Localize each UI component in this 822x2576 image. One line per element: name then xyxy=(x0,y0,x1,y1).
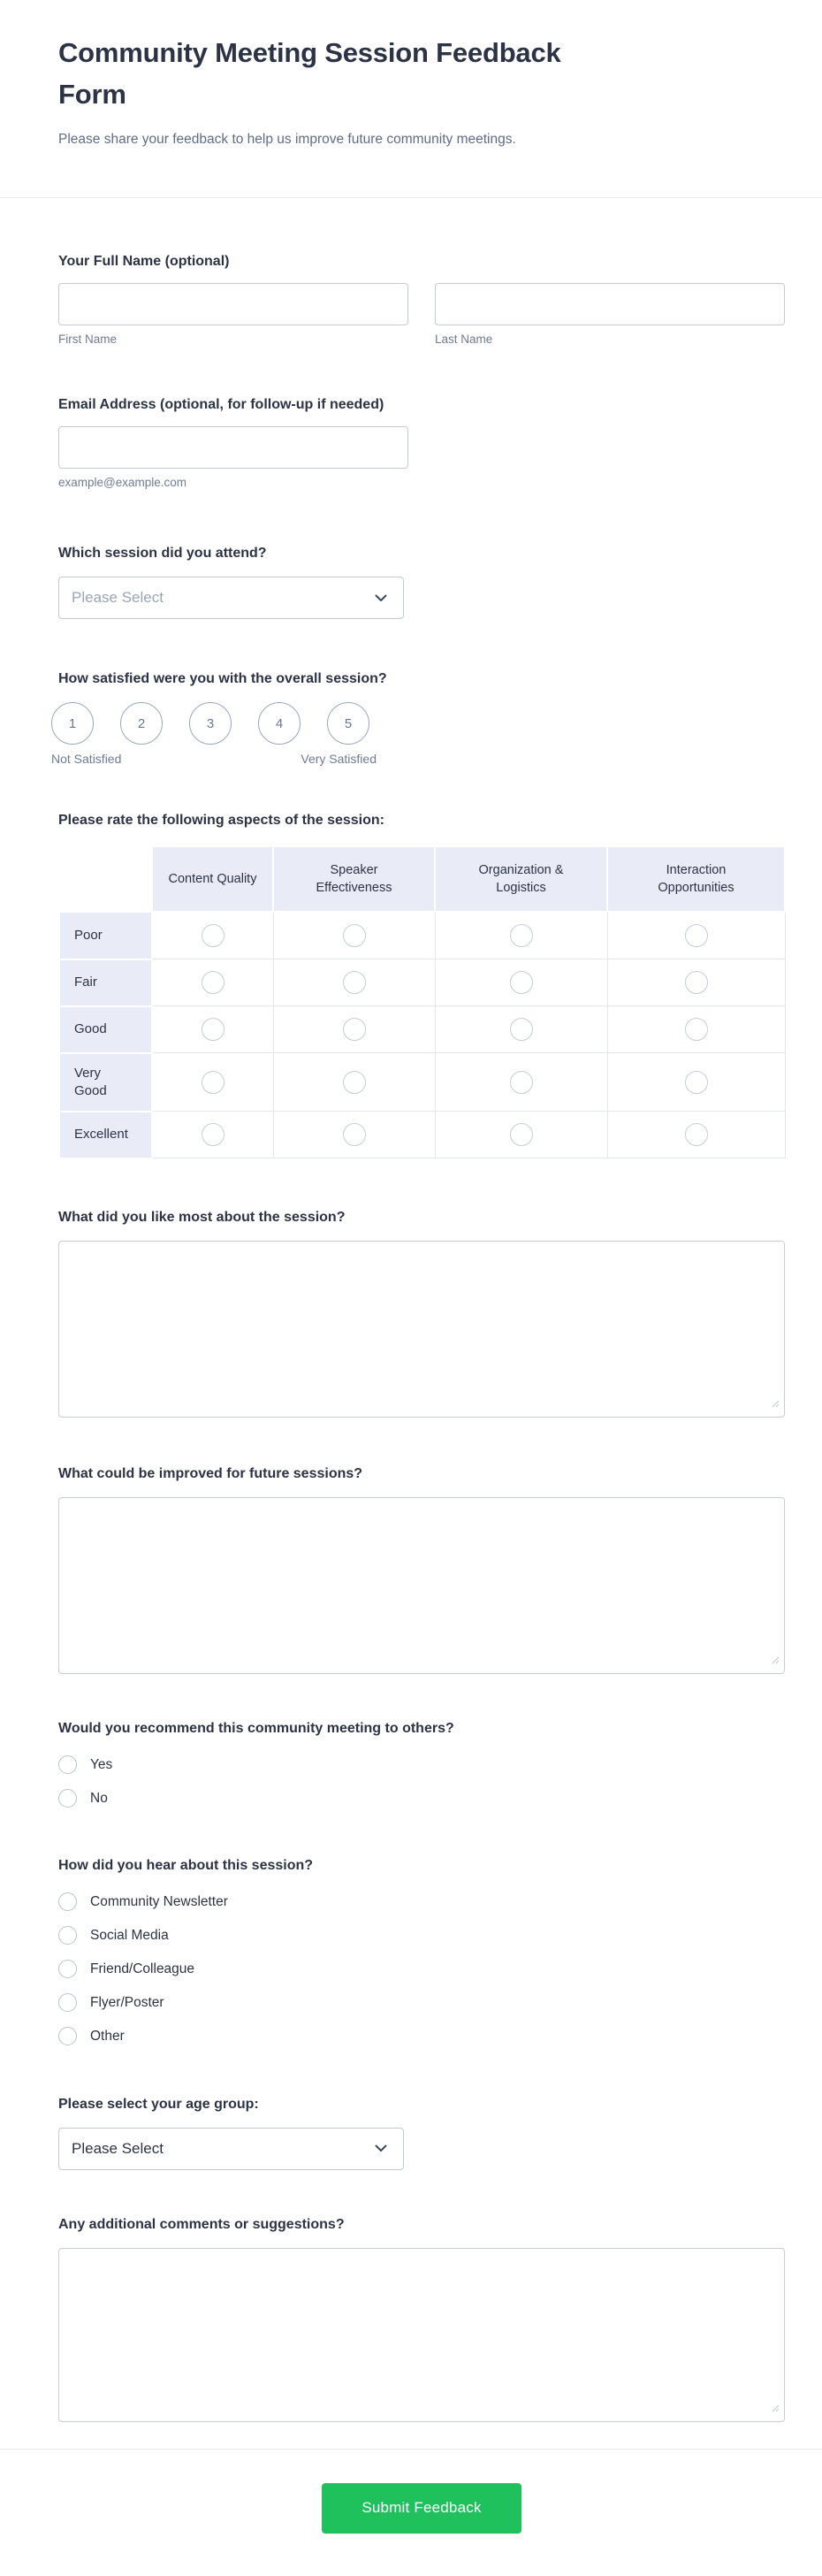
matrix-radio[interactable] xyxy=(343,1018,366,1041)
session-select[interactable] xyxy=(58,577,404,619)
matrix-cell xyxy=(152,959,273,1006)
matrix-cell xyxy=(435,1112,607,1158)
matrix-radio[interactable] xyxy=(685,1071,708,1094)
matrix-label: Please rate the following aspects of the session: xyxy=(58,813,384,828)
last-name-input[interactable] xyxy=(435,283,785,325)
matrix-header-row xyxy=(59,846,785,912)
matrix-radio[interactable] xyxy=(685,1018,708,1041)
page-title-line1: Community Meeting Session Feedback xyxy=(58,37,561,68)
matrix-column-header: Speaker Effectiveness xyxy=(273,846,435,912)
matrix-radio[interactable] xyxy=(510,1071,533,1094)
matrix-radio[interactable] xyxy=(343,971,366,994)
matrix-row xyxy=(59,1006,785,1053)
matrix-radio[interactable] xyxy=(510,1123,533,1146)
age-label: Please select your age group: xyxy=(58,2096,259,2112)
radio-option-friend-colleague[interactable]: Friend/Colleague xyxy=(58,1953,785,1986)
session-label: Which session did you attend? xyxy=(58,546,267,561)
matrix-cell xyxy=(273,1053,435,1112)
liked-textarea[interactable] xyxy=(58,1241,785,1418)
radio-option-social-media[interactable]: Social Media xyxy=(58,1919,785,1953)
radio-icon[interactable] xyxy=(58,2027,77,2045)
matrix-cell xyxy=(607,912,785,959)
scale-max-label: Very Satisfied xyxy=(301,752,377,766)
matrix-radio[interactable] xyxy=(510,924,533,947)
scale-option-2[interactable]: 2 xyxy=(120,702,163,745)
scale-option-5[interactable]: 5 xyxy=(327,702,369,745)
scale-min-label: Not Satisfied xyxy=(51,752,122,766)
matrix-radio[interactable] xyxy=(685,1123,708,1146)
hear-options xyxy=(58,1885,785,2053)
chevron-down-icon xyxy=(375,594,387,602)
question-satisfaction xyxy=(51,669,785,766)
email-field[interactable] xyxy=(58,426,408,469)
matrix-row xyxy=(59,959,785,1006)
matrix-radio[interactable] xyxy=(202,924,225,947)
matrix-cell xyxy=(152,1112,273,1158)
page-subtitle: Please share your feedback to help us improve future community meetings. xyxy=(58,132,516,147)
hear-label: How did you hear about this session? xyxy=(58,1857,314,1873)
matrix-radio[interactable] xyxy=(202,1018,225,1041)
form-header xyxy=(0,0,822,149)
matrix-radio[interactable] xyxy=(510,971,533,994)
matrix-row xyxy=(59,912,785,959)
radio-option-other[interactable]: Other xyxy=(58,2020,785,2053)
matrix-cell xyxy=(435,1006,607,1053)
matrix-cell xyxy=(435,959,607,1006)
first-name-input[interactable] xyxy=(58,283,408,325)
matrix-radio[interactable] xyxy=(202,1071,225,1094)
scale-option-1[interactable]: 1 xyxy=(51,702,94,745)
matrix-row xyxy=(59,1053,785,1112)
matrix-radio[interactable] xyxy=(202,971,225,994)
matrix-cell xyxy=(273,959,435,1006)
first-name-sublabel: First Name xyxy=(58,333,118,346)
matrix-row-label: Very Good xyxy=(59,1053,152,1112)
radio-icon[interactable] xyxy=(58,1755,77,1774)
full-name-label: Your Full Name (optional) xyxy=(58,254,230,269)
matrix-cell xyxy=(152,1053,273,1112)
recommend-label: Would you recommend this community meeting to others? xyxy=(58,1720,454,1736)
comments-label: Any additional comments or suggestions? xyxy=(58,2216,345,2232)
matrix-cell xyxy=(607,1006,785,1053)
comments-textarea[interactable] xyxy=(58,2248,785,2422)
form-body xyxy=(0,198,822,2422)
scale-option-4[interactable]: 4 xyxy=(258,702,301,745)
matrix-column-header: Organization & Logistics xyxy=(435,846,607,912)
matrix-cell xyxy=(273,1112,435,1158)
question-full-name xyxy=(58,251,785,347)
matrix-radio[interactable] xyxy=(685,971,708,994)
question-age xyxy=(58,2094,785,2170)
matrix-radio[interactable] xyxy=(510,1018,533,1041)
question-improve xyxy=(58,1464,785,1674)
satisfaction-scale xyxy=(51,702,785,745)
liked-label: What did you like most about the session? xyxy=(58,1209,346,1225)
matrix-cell xyxy=(435,912,607,959)
radio-icon[interactable] xyxy=(58,1960,77,1978)
submit-area xyxy=(0,2450,822,2576)
matrix-radio[interactable] xyxy=(343,1123,366,1146)
scale-option-3[interactable]: 3 xyxy=(189,702,232,745)
matrix-radio[interactable] xyxy=(343,1071,366,1094)
matrix-row-label: Excellent xyxy=(59,1112,152,1158)
matrix-cell xyxy=(152,1006,273,1053)
satisfaction-label: How satisfied were you with the overall session? xyxy=(58,671,387,686)
matrix-cell xyxy=(607,1112,785,1158)
age-select[interactable] xyxy=(58,2128,404,2170)
matrix-corner-cell xyxy=(59,846,152,912)
radio-icon[interactable] xyxy=(58,1789,77,1808)
matrix-row xyxy=(59,1112,785,1158)
matrix-row-label: Fair xyxy=(59,959,152,1006)
matrix-column-header: Content Quality xyxy=(152,846,273,912)
matrix-cell xyxy=(435,1053,607,1112)
page-title-line2: Form xyxy=(58,79,126,110)
matrix-radio[interactable] xyxy=(202,1123,225,1146)
radio-icon[interactable] xyxy=(58,1926,77,1945)
matrix-radio[interactable] xyxy=(343,924,366,947)
matrix-cell xyxy=(607,959,785,1006)
last-name-sublabel: Last Name xyxy=(435,333,493,346)
radio-option-flyer-poster[interactable]: Flyer/Poster xyxy=(58,1986,785,2020)
improve-textarea[interactable] xyxy=(58,1497,785,1674)
radio-option-no[interactable]: No xyxy=(58,1782,785,1815)
question-recommend xyxy=(58,1718,785,1815)
matrix-column-header: Interaction Opportunities xyxy=(607,846,785,912)
question-comments xyxy=(58,2214,785,2422)
question-session xyxy=(58,543,785,619)
radio-icon[interactable] xyxy=(58,1993,77,2012)
recommend-options xyxy=(58,1748,785,1815)
matrix-table xyxy=(58,845,786,1159)
question-email xyxy=(58,394,785,490)
email-sublabel: example@example.com xyxy=(58,476,187,489)
session-select-value: Please Select xyxy=(72,589,164,606)
matrix-cell xyxy=(607,1053,785,1112)
matrix-row-label: Poor xyxy=(59,912,152,959)
matrix-cell xyxy=(273,912,435,959)
email-label: Email Address (optional, for follow-up if needed) xyxy=(58,397,384,412)
chevron-down-icon xyxy=(375,2144,387,2152)
question-matrix xyxy=(58,810,785,1159)
matrix-radio[interactable] xyxy=(685,924,708,947)
question-liked xyxy=(58,1207,785,1418)
radio-option-yes[interactable]: Yes xyxy=(58,1748,785,1782)
matrix-cell xyxy=(273,1006,435,1053)
age-select-value: Please Select xyxy=(72,2139,164,2157)
matrix-cell xyxy=(152,912,273,959)
page-title xyxy=(58,32,785,115)
matrix-row-label: Good xyxy=(59,1006,152,1053)
radio-option-newsletter[interactable]: Community Newsletter xyxy=(58,1885,785,1919)
question-hear xyxy=(58,1855,785,2053)
improve-label: What could be improved for future sessions? xyxy=(58,1465,363,1481)
submit-feedback-button[interactable]: Submit Feedback xyxy=(322,2483,521,2534)
radio-icon[interactable] xyxy=(58,1892,77,1911)
